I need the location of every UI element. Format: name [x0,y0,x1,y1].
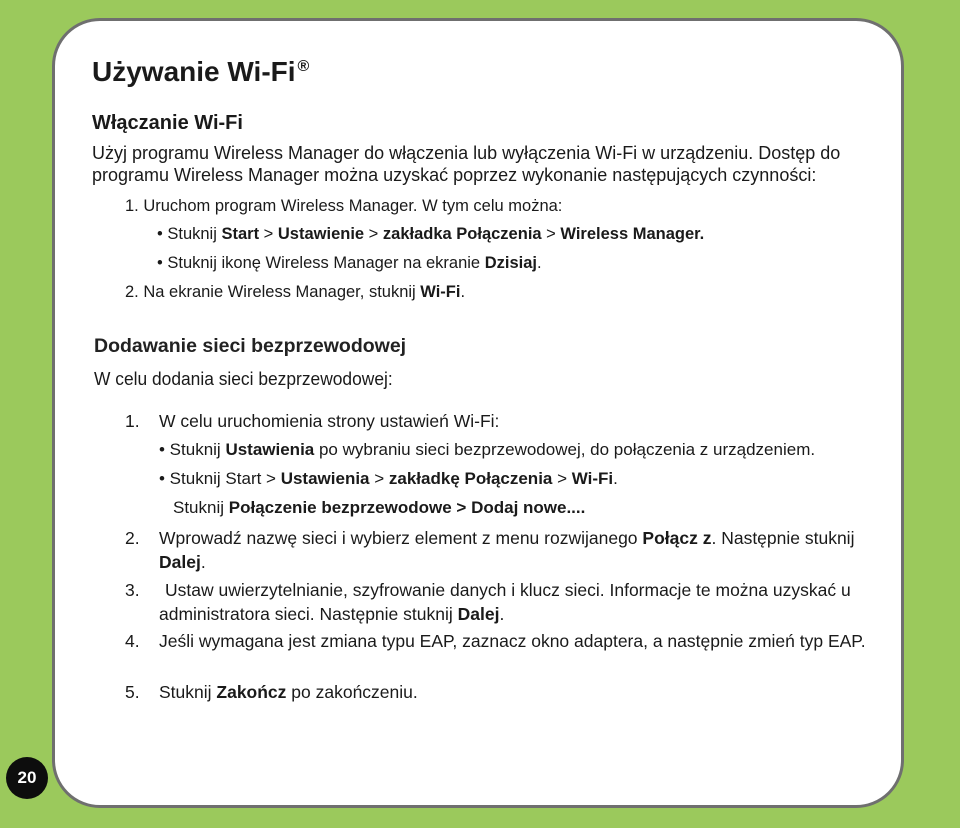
page-number-badge: 20 [6,757,48,799]
step-1: 1. Uruchom program Wireless Manager. W tym celu można: [125,197,563,215]
registered-mark: ® [297,58,310,75]
bullet-add-new: Stuknij Połączenie bezprzewodowe > Dodaj nowe.... [173,498,586,517]
section-subheading: W celu dodania sieci bezprzewodowej: [94,368,393,389]
item-3-number: 3. [125,580,140,600]
page-title: Używanie Wi-Fi ® [92,56,310,87]
bullet-today-icon: • Stuknij ikonę Wireless Manager na ekranie Dzisiaj. [157,254,542,272]
section-heading-enable-wifi: Włączanie Wi-Fi [92,112,243,134]
item-1-text: W celu uruchomienia strony ustawień Wi-Fi: [159,411,500,431]
item-5-number: 5. [125,682,140,702]
bullet-start-settings: • Stuknij Start > Ustawienie > zakładka Połączenia > Wireless Manager. [157,225,705,243]
bullet-start-connections: • Stuknij Start > Ustawienia > zakładkę Połączenia > Wi-Fi. [159,469,618,488]
item-4-text: Jeśli wymagana jest zmiana typu EAP, zaznacz okno adaptera, a następnie zmień typ EAP. [159,631,866,651]
bullet-settings: • Stuknij Ustawienia po wybraniu sieci bezprzewodowej, do połączenia z urządzeniem. [159,440,816,459]
step-2: 2. Na ekranie Wireless Manager, stuknij Wi-Fi. [125,283,466,301]
item-4-number: 4. [125,631,140,651]
item-3-text: Ustaw uwierzytelnianie, szyfrowanie danych i klucz sieci. Informacje te można uzyskać u administratora sieci. Następnie stuknij Dalej. [159,580,851,624]
item-1-number: 1. [125,411,140,431]
section-heading-add-network: Dodawanie sieci bezprzewodowej [94,335,407,357]
intro-paragraph: Użyj programu Wireless Manager do włączenia lub wyłączenia Wi-Fi w urządzeniu. Dostęp do programu Wireless Manager można uzyskać poprzez wykonanie następujących czynności: [92,143,841,185]
item-2-number: 2. [125,528,140,548]
item-2-text: Wprowadź nazwę sieci i wybierz element z menu rozwijanego Połącz z. Następnie stuknij Dalej. [159,528,855,572]
item-5-text: Stuknij Zakończ po zakończeniu. [159,682,418,702]
